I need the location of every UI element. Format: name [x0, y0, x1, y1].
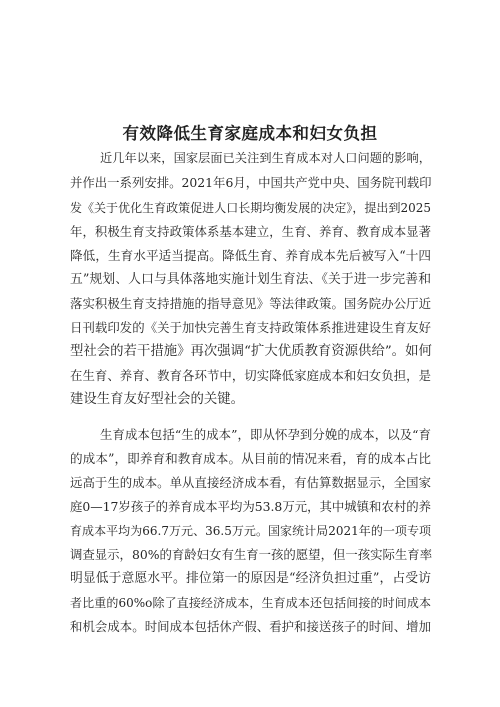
paragraph-1-line-9: 型社会的若干措施》再次强调“扩大优质教育资源供给”。如何: [70, 344, 432, 359]
paragraph-2-line-4: 庭0—17岁孩子的养育成本平均为53.8万元，其中城镇和农村的养: [70, 499, 432, 514]
paragraph-2-line-1: 生育成本包括“生的成本”，即从怀孕到分娩的成本，以及“育: [100, 427, 431, 442]
paragraph-2-line-8: 者比重的60%o除了直接经济成本，生育成本还包括间接的时间成本: [70, 596, 431, 610]
paragraph-2-line-2: 的成本”，即养育和教育成本。从目前的情况来看，育的成本占比: [70, 451, 431, 466]
paragraph-1-line-8: 日刊载印发的《关于加快完善生育支持政策体系推进建设生育友好: [70, 320, 431, 335]
paragraph-1-line-1: 近几年以来，国家层面已关注到生育成本对人口问题的影响，: [100, 151, 431, 165]
paragraph-2-line-6: 调查显示，80%的育龄妇女有生育一孩的愿望，但一孩实际生育率: [70, 547, 433, 562]
paragraph-1-line-4: 年，积极生育支持政策体系基本建立，生育、养育、教育成本显著: [70, 224, 431, 239]
paragraph-2-line-3: 远高于生的成本。单从直接经济成本看，有估算数据显示，全国家: [70, 475, 431, 490]
paragraph-1-line-3: 发《关于优化生育政策促进人口长期均衡发展的决定》，提出到2025: [70, 201, 431, 215]
paragraph-1-line-5: 降低，生育水平适当提高。降低生育、养育成本先后被写入“十四: [70, 248, 431, 263]
paragraph-1-line-2: 并作出一系列安排。2021年6月，中国共产党中央、国务院刊载印: [70, 175, 432, 190]
paragraph-1-line-7: 落实积极生育支持措施的指导意见》等法律政策。国务院办公厅近: [70, 296, 431, 311]
paragraph-2-line-9: 和机会成本。时间成本包括休产假、看护和接送孩子的时间、增加: [70, 619, 431, 634]
document-title: 有效降低生育家庭成本和妇女负担: [122, 124, 378, 143]
paragraph-1-line-11: 建设生育友好型社会的关键。: [70, 392, 245, 407]
paragraph-2-line-7: 明显低于意愿水平。排位第一的原因是“经济负担过重”，占受访: [70, 571, 431, 586]
paragraph-1-line-10: 在生育、养育、教育各环节中，切实降低家庭成本和妇女负担，是: [70, 368, 431, 383]
paragraph-1-line-6: 五”规划、人口与具体落地实施计划生育法、《关于进一步完善和: [70, 272, 431, 287]
paragraph-2-line-5: 育成本平均为66.7万元、36.5万元。国家统计局2021年的一项专项: [70, 524, 431, 538]
